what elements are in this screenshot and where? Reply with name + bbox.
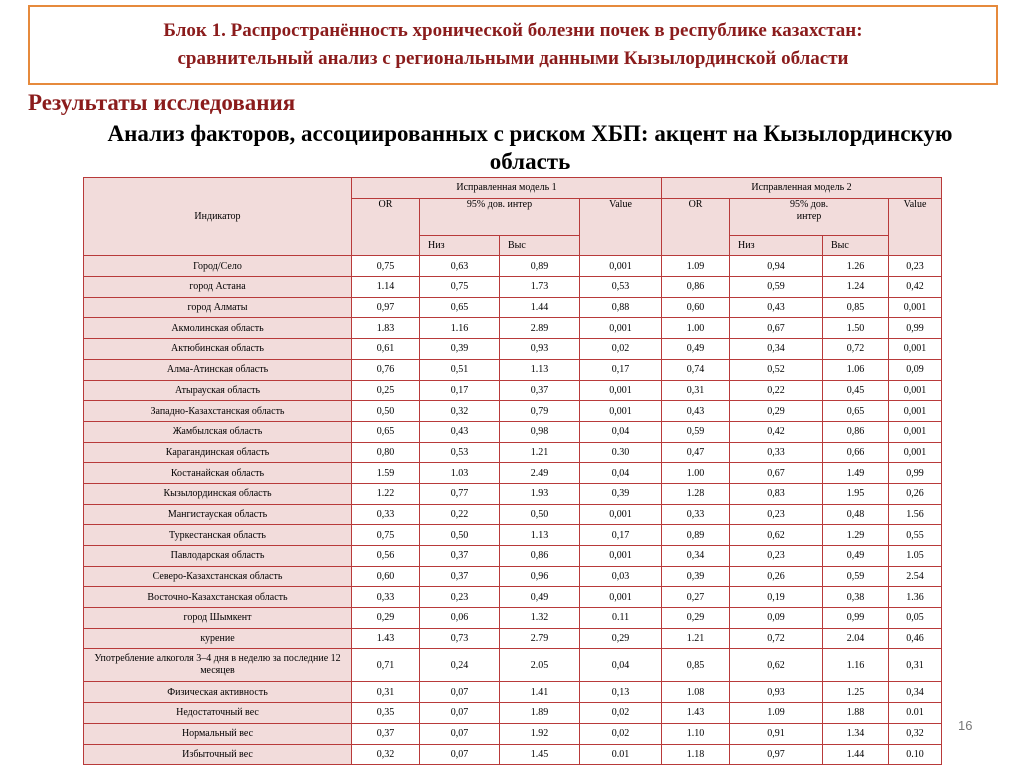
- cell-m2-low: 1.09: [730, 703, 823, 724]
- indicator-cell: Недостаточный вес: [84, 703, 352, 724]
- cell-m2-or: 0,59: [662, 421, 730, 442]
- table-row: [84, 587, 942, 608]
- cell-m1-value: 0,04: [580, 649, 662, 682]
- cell-m1-value: 0,03: [580, 566, 662, 587]
- indicator-cell: Западно-Казахстанская область: [84, 401, 352, 422]
- cell-m1-low: 0,06: [420, 608, 500, 629]
- table-row: [84, 421, 942, 442]
- cell-m1-or: 0,50: [352, 401, 420, 422]
- cell-m2-or: 0,34: [662, 546, 730, 567]
- cell-m1-value: 0,001: [580, 401, 662, 422]
- cell-m1-low: 0,39: [420, 339, 500, 360]
- slide-title-line-1: Блок 1. Распространённость хронической болезни почек в республике казахстан:: [163, 20, 863, 41]
- cell-m1-value: 0,001: [580, 546, 662, 567]
- cell-m2-high: 1.06: [823, 359, 889, 380]
- cell-m1-low: 0,53: [420, 442, 500, 463]
- header-m1-ci: 95% дов. интер: [420, 198, 580, 235]
- cell-m1-high: 1.93: [500, 483, 580, 504]
- cell-m2-or: 1.00: [662, 318, 730, 339]
- cell-m1-or: 1.83: [352, 318, 420, 339]
- cell-m2-value: 0.10: [889, 744, 942, 765]
- cell-m1-high: 1.21: [500, 442, 580, 463]
- cell-m1-value: 0,88: [580, 297, 662, 318]
- table-row: [84, 380, 942, 401]
- cell-m2-high: 1.29: [823, 525, 889, 546]
- cell-m1-or: 0,75: [352, 256, 420, 277]
- cell-m1-value: 0,001: [580, 256, 662, 277]
- indicator-cell: Нормальный вес: [84, 723, 352, 744]
- cell-m1-or: 0,31: [352, 682, 420, 703]
- header-m1-low: Низ: [420, 235, 500, 256]
- cell-m2-or: 0,85: [662, 649, 730, 682]
- table-header: [84, 178, 942, 256]
- cell-m2-or: 0,86: [662, 277, 730, 298]
- page-number: 16: [958, 718, 973, 733]
- analysis-title: [40, 120, 1020, 176]
- cell-m1-low: 0,07: [420, 703, 500, 724]
- cell-m2-low: 0,23: [730, 504, 823, 525]
- header-m2-low: Низ: [730, 235, 823, 256]
- cell-m2-value: 2.54: [889, 566, 942, 587]
- risk-factor-table-container: [83, 177, 941, 765]
- indicator-cell: Алма-Атинская область: [84, 359, 352, 380]
- cell-m2-high: 1.24: [823, 277, 889, 298]
- cell-m1-or: 0,32: [352, 744, 420, 765]
- indicator-cell: город Шымкент: [84, 608, 352, 629]
- cell-m1-high: 0,50: [500, 504, 580, 525]
- cell-m1-value: 0.01: [580, 744, 662, 765]
- cell-m1-or: 0,56: [352, 546, 420, 567]
- cell-m1-high: 0,89: [500, 256, 580, 277]
- table-row: [84, 463, 942, 484]
- indicator-cell: Актюбинская область: [84, 339, 352, 360]
- cell-m1-value: 0,17: [580, 525, 662, 546]
- cell-m2-value: 0,55: [889, 525, 942, 546]
- cell-m2-low: 0,23: [730, 546, 823, 567]
- cell-m2-low: 0,97: [730, 744, 823, 765]
- cell-m1-high: 2.49: [500, 463, 580, 484]
- cell-m1-low: 0,73: [420, 628, 500, 649]
- cell-m2-or: 0,49: [662, 339, 730, 360]
- cell-m2-low: 0,91: [730, 723, 823, 744]
- cell-m2-high: 0,86: [823, 421, 889, 442]
- cell-m1-or: 0,97: [352, 297, 420, 318]
- cell-m1-low: 0,37: [420, 566, 500, 587]
- cell-m2-value: 1.56: [889, 504, 942, 525]
- cell-m1-or: 0,37: [352, 723, 420, 744]
- cell-m1-or: 0,76: [352, 359, 420, 380]
- cell-m2-value: 0,31: [889, 649, 942, 682]
- cell-m2-value: 1.05: [889, 546, 942, 567]
- cell-m1-low: 0,50: [420, 525, 500, 546]
- cell-m2-value: 0,26: [889, 483, 942, 504]
- table-row: [84, 504, 942, 525]
- cell-m2-or: 0,39: [662, 566, 730, 587]
- cell-m2-or: 1.28: [662, 483, 730, 504]
- indicator-cell: Мангистауская область: [84, 504, 352, 525]
- cell-m2-low: 0,72: [730, 628, 823, 649]
- cell-m1-low: 1.03: [420, 463, 500, 484]
- cell-m1-high: 1.13: [500, 525, 580, 546]
- cell-m1-low: 0,22: [420, 504, 500, 525]
- cell-m2-value: 0,001: [889, 442, 942, 463]
- cell-m2-value: 0,05: [889, 608, 942, 629]
- cell-m2-high: 1.25: [823, 682, 889, 703]
- cell-m1-or: 0,29: [352, 608, 420, 629]
- cell-m2-low: 0,42: [730, 421, 823, 442]
- cell-m1-low: 0,07: [420, 723, 500, 744]
- cell-m2-value: 0.01: [889, 703, 942, 724]
- cell-m2-or: 1.18: [662, 744, 730, 765]
- cell-m1-value: 0,001: [580, 380, 662, 401]
- cell-m1-low: 0,32: [420, 401, 500, 422]
- table-row: [84, 703, 942, 724]
- cell-m2-low: 0,67: [730, 318, 823, 339]
- cell-m2-or: 0,31: [662, 380, 730, 401]
- cell-m2-high: 2.04: [823, 628, 889, 649]
- cell-m1-value: 0,02: [580, 339, 662, 360]
- cell-m1-value: 0,13: [580, 682, 662, 703]
- cell-m2-value: 0,99: [889, 318, 942, 339]
- cell-m2-or: 0,47: [662, 442, 730, 463]
- cell-m1-or: 0,65: [352, 421, 420, 442]
- cell-m2-low: 0,29: [730, 401, 823, 422]
- table-row: [84, 297, 942, 318]
- cell-m1-low: 0,43: [420, 421, 500, 442]
- cell-m2-high: 0,99: [823, 608, 889, 629]
- cell-m2-low: 0,34: [730, 339, 823, 360]
- cell-m2-or: 0,74: [662, 359, 730, 380]
- table-body: [84, 256, 942, 765]
- cell-m2-low: 0,43: [730, 297, 823, 318]
- indicator-cell: Жамбылская область: [84, 421, 352, 442]
- cell-m2-value: 0,42: [889, 277, 942, 298]
- indicator-cell: Туркестанская область: [84, 525, 352, 546]
- cell-m1-or: 1.43: [352, 628, 420, 649]
- cell-m2-low: 0,67: [730, 463, 823, 484]
- cell-m1-low: 0,07: [420, 682, 500, 703]
- cell-m1-value: 0,17: [580, 359, 662, 380]
- table-row: [84, 628, 942, 649]
- indicator-cell: Северо-Казахстанская область: [84, 566, 352, 587]
- indicator-cell: Акмолинская область: [84, 318, 352, 339]
- cell-m1-or: 0,60: [352, 566, 420, 587]
- cell-m1-high: 1.73: [500, 277, 580, 298]
- table-row: [84, 649, 942, 682]
- cell-m1-high: 0,93: [500, 339, 580, 360]
- cell-m2-value: 0,99: [889, 463, 942, 484]
- cell-m2-value: 0,001: [889, 339, 942, 360]
- indicator-cell: город Алматы: [84, 297, 352, 318]
- cell-m2-value: 0,34: [889, 682, 942, 703]
- cell-m1-value: 0,53: [580, 277, 662, 298]
- cell-m2-high: 1.88: [823, 703, 889, 724]
- table-row: [84, 318, 942, 339]
- table-row: [84, 401, 942, 422]
- cell-m1-high: 2.89: [500, 318, 580, 339]
- cell-m2-high: 1.95: [823, 483, 889, 504]
- analysis-title-line-2: область: [489, 149, 571, 174]
- indicator-cell: город Астана: [84, 277, 352, 298]
- cell-m2-low: 0,19: [730, 587, 823, 608]
- table-row: [84, 723, 942, 744]
- cell-m2-or: 1.10: [662, 723, 730, 744]
- cell-m2-low: 0,62: [730, 525, 823, 546]
- header-m2-ci: [730, 198, 889, 235]
- table-row: [84, 682, 942, 703]
- cell-m1-high: 2.05: [500, 649, 580, 682]
- cell-m2-low: 0,83: [730, 483, 823, 504]
- cell-m2-value: 0,46: [889, 628, 942, 649]
- cell-m2-value: 1.36: [889, 587, 942, 608]
- cell-m2-high: 0,85: [823, 297, 889, 318]
- cell-m1-high: 1.41: [500, 682, 580, 703]
- slide-title-line-2: сравнительный анализ с региональными данными Кызылординской области: [177, 48, 849, 69]
- cell-m1-value: 0,001: [580, 504, 662, 525]
- cell-m2-high: 1.44: [823, 744, 889, 765]
- header-model-2: Исправленная модель 2: [662, 178, 942, 199]
- cell-m2-value: 0,001: [889, 401, 942, 422]
- cell-m2-value: 0,09: [889, 359, 942, 380]
- table-row: [84, 546, 942, 567]
- cell-m2-high: 0,72: [823, 339, 889, 360]
- header-indicator: Индикатор: [84, 178, 352, 256]
- cell-m2-low: 0,62: [730, 649, 823, 682]
- header-model-1: Исправленная модель 1: [352, 178, 662, 199]
- indicator-cell: Атырауская область: [84, 380, 352, 401]
- cell-m2-low: 0,33: [730, 442, 823, 463]
- cell-m2-or: 0,43: [662, 401, 730, 422]
- header-m2-ci-line-2: интер: [796, 210, 822, 222]
- cell-m2-high: 0,65: [823, 401, 889, 422]
- cell-m2-low: 0,22: [730, 380, 823, 401]
- indicator-cell: Употребление алкоголя 3–4 дня в неделю за последние 12 месяцев: [84, 649, 352, 682]
- cell-m1-or: 0,35: [352, 703, 420, 724]
- cell-m1-high: 1.13: [500, 359, 580, 380]
- cell-m1-low: 0,23: [420, 587, 500, 608]
- cell-m1-high: 1.45: [500, 744, 580, 765]
- cell-m1-or: 0,71: [352, 649, 420, 682]
- indicator-cell: Кызылординская область: [84, 483, 352, 504]
- cell-m1-value: 0.11: [580, 608, 662, 629]
- indicator-cell: Восточно-Казахстанская область: [84, 587, 352, 608]
- cell-m2-high: 1.34: [823, 723, 889, 744]
- cell-m2-low: 0,59: [730, 277, 823, 298]
- cell-m2-or: 1.08: [662, 682, 730, 703]
- cell-m1-or: 0,80: [352, 442, 420, 463]
- header-m2-value: Value: [889, 198, 942, 256]
- table-row: [84, 483, 942, 504]
- cell-m2-value: 0,32: [889, 723, 942, 744]
- cell-m2-high: 0,66: [823, 442, 889, 463]
- cell-m1-low: 0,07: [420, 744, 500, 765]
- cell-m1-high: 0,86: [500, 546, 580, 567]
- cell-m1-or: 1.14: [352, 277, 420, 298]
- cell-m1-value: 0,04: [580, 463, 662, 484]
- slide-title-box: [28, 5, 998, 85]
- cell-m2-or: 1.00: [662, 463, 730, 484]
- cell-m2-value: 0,001: [889, 297, 942, 318]
- cell-m1-low: 0,75: [420, 277, 500, 298]
- cell-m2-high: 1.49: [823, 463, 889, 484]
- cell-m2-low: 0,26: [730, 566, 823, 587]
- cell-m1-low: 1.16: [420, 318, 500, 339]
- cell-m1-value: 0.30: [580, 442, 662, 463]
- cell-m1-high: 1.89: [500, 703, 580, 724]
- cell-m1-low: 0,24: [420, 649, 500, 682]
- table-row: [84, 744, 942, 765]
- cell-m1-value: 0,39: [580, 483, 662, 504]
- cell-m1-value: 0,02: [580, 703, 662, 724]
- cell-m2-or: 0,60: [662, 297, 730, 318]
- cell-m1-low: 0,63: [420, 256, 500, 277]
- cell-m1-value: 0,29: [580, 628, 662, 649]
- cell-m2-low: 0,94: [730, 256, 823, 277]
- cell-m2-high: 1.16: [823, 649, 889, 682]
- risk-factor-table: [83, 177, 942, 765]
- cell-m2-high: 0,48: [823, 504, 889, 525]
- header-m2-high: Выс: [823, 235, 889, 256]
- cell-m1-or: 0,25: [352, 380, 420, 401]
- header-m1-value: Value: [580, 198, 662, 256]
- cell-m1-low: 0,77: [420, 483, 500, 504]
- cell-m2-low: 0,09: [730, 608, 823, 629]
- analysis-title-line-1: Анализ факторов, ассоциированных с риском ХБП: акцент на Кызылординскую: [107, 121, 953, 146]
- cell-m2-low: 0,52: [730, 359, 823, 380]
- cell-m1-low: 0,37: [420, 546, 500, 567]
- table-row: [84, 442, 942, 463]
- indicator-cell: курение: [84, 628, 352, 649]
- cell-m2-or: 0,27: [662, 587, 730, 608]
- cell-m1-value: 0,04: [580, 421, 662, 442]
- table-row: [84, 277, 942, 298]
- indicator-cell: Павлодарская область: [84, 546, 352, 567]
- cell-m2-high: 0,38: [823, 587, 889, 608]
- indicator-cell: Город/Село: [84, 256, 352, 277]
- cell-m2-value: 0,001: [889, 380, 942, 401]
- cell-m1-high: 0,98: [500, 421, 580, 442]
- results-heading: Результаты исследования: [28, 90, 296, 115]
- cell-m2-or: 0,89: [662, 525, 730, 546]
- cell-m2-high: 0,49: [823, 546, 889, 567]
- cell-m1-high: 1.44: [500, 297, 580, 318]
- cell-m1-or: 1.22: [352, 483, 420, 504]
- table-row: [84, 608, 942, 629]
- cell-m1-high: 0,96: [500, 566, 580, 587]
- cell-m2-or: 1.43: [662, 703, 730, 724]
- cell-m2-high: 1.50: [823, 318, 889, 339]
- table-row: [84, 566, 942, 587]
- cell-m1-high: 0,49: [500, 587, 580, 608]
- cell-m1-value: 0,02: [580, 723, 662, 744]
- table-row: [84, 339, 942, 360]
- indicator-cell: Костанайская область: [84, 463, 352, 484]
- cell-m1-or: 1.59: [352, 463, 420, 484]
- cell-m2-or: 1.09: [662, 256, 730, 277]
- cell-m1-low: 0,65: [420, 297, 500, 318]
- cell-m2-value: 0,001: [889, 421, 942, 442]
- cell-m2-high: 1.26: [823, 256, 889, 277]
- cell-m2-or: 0,29: [662, 608, 730, 629]
- cell-m1-or: 0,33: [352, 504, 420, 525]
- cell-m1-high: 0,37: [500, 380, 580, 401]
- header-m1-high: Выс: [500, 235, 580, 256]
- table-row: [84, 525, 942, 546]
- cell-m2-or: 0,33: [662, 504, 730, 525]
- cell-m1-high: 1.32: [500, 608, 580, 629]
- indicator-cell: Карагандинская область: [84, 442, 352, 463]
- indicator-cell: Физическая активность: [84, 682, 352, 703]
- cell-m2-high: 0,59: [823, 566, 889, 587]
- cell-m1-or: 0,61: [352, 339, 420, 360]
- cell-m1-high: 2.79: [500, 628, 580, 649]
- cell-m1-low: 0,17: [420, 380, 500, 401]
- header-m1-or: OR: [352, 198, 420, 256]
- table-row: [84, 359, 942, 380]
- cell-m1-value: 0,001: [580, 587, 662, 608]
- indicator-cell: Избыточный вес: [84, 744, 352, 765]
- cell-m2-high: 0,45: [823, 380, 889, 401]
- cell-m1-or: 0,75: [352, 525, 420, 546]
- cell-m1-high: 1.92: [500, 723, 580, 744]
- header-m2-or: OR: [662, 198, 730, 256]
- header-m2-ci-line-1: 95% дов.: [789, 198, 829, 210]
- cell-m1-low: 0,51: [420, 359, 500, 380]
- cell-m1-high: 0,79: [500, 401, 580, 422]
- cell-m2-or: 1.21: [662, 628, 730, 649]
- table-row: [84, 256, 942, 277]
- cell-m1-value: 0,001: [580, 318, 662, 339]
- cell-m2-value: 0,23: [889, 256, 942, 277]
- cell-m2-low: 0,93: [730, 682, 823, 703]
- cell-m1-or: 0,33: [352, 587, 420, 608]
